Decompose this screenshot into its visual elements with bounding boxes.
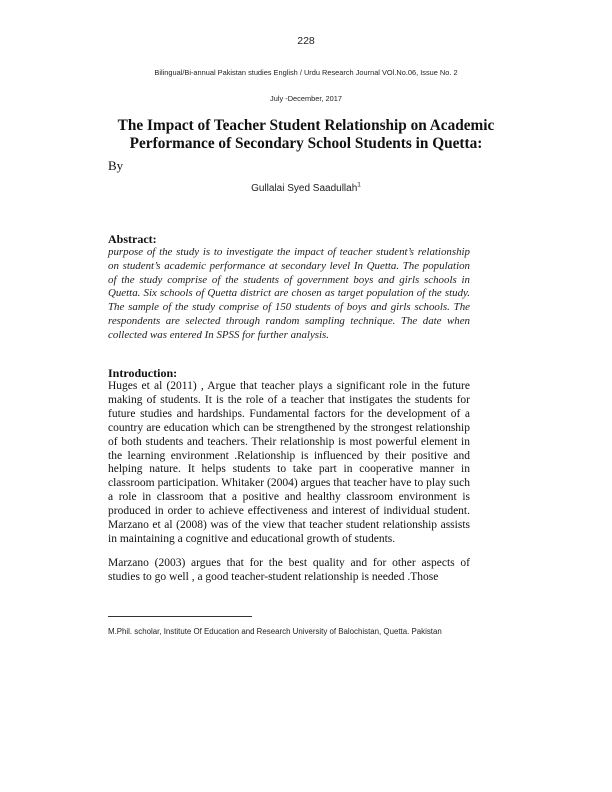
abstract-section [108, 233, 470, 343]
introduction-heading: Introduction: [108, 366, 178, 380]
abstract-text: purpose of the study is to investigate the impact of teacher student’s relationship on student’s academic performance at secondary level In Quetta. The population of the study comprise of the students of government boys and girls schools in Quetta. Six schools of Quetta district are chosen as target population of the study. The sample of the study comprise of 150 students of boys and girls schools. The respondents are selected through random sampling technique. The date when collected was entered In SPSS for further analysis. [108, 246, 470, 341]
by-label: By [108, 158, 124, 173]
introduction-paragraph: Marzano (2003) argues that for the best quality and for other aspects of studies to go well , a good teacher-student relationship is needed .Those [108, 556, 470, 583]
issue-date: July -December, 2017 [270, 94, 342, 103]
author-footnote-mark: 1 [357, 181, 361, 189]
author-name: Gullalai Syed Saadullah [251, 183, 358, 194]
author-line [0, 183, 612, 194]
introduction-section [108, 367, 470, 585]
abstract-heading: Abstract: [108, 232, 157, 246]
footnote-rule [108, 616, 252, 617]
introduction-paragraph: Huges et al (2011) , Argue that teacher plays a significant role in the future making of students. It is the role of a teacher that instigates the students for future studies and hardships. Fundamental factors for the development of a country are education which can be strengthened by the strongest relationship of both students and teachers. Their relationship is most powerful element in the learning environment .Relationship is influenced by their positive and helping nature. It helps students to take part in cooperative manner in classroom participation. Whitaker (2004) argues that teacher have to play such a role in classroom that a positive and healthy classroom environment is produced in order to achieve effectiveness and interest of individual student. Marzano et al (2008) was of the view that teacher student relationship assists in maintaining a cognitive and educational growth of students. [108, 380, 470, 545]
article-title: The Impact of Teacher Student Relationship on Academic Performance of Secondary School Students in Quetta: [117, 117, 495, 152]
page-number: 228 [297, 35, 315, 47]
footnote-text: M.Phil. scholar, Institute Of Education and Research University of Balochistan, Quetta. Pakistan [108, 627, 442, 636]
journal-header: Bilingual/Bi-annual Pakistan studies English / Urdu Research Journal VOl.No.06, Issue No. 2 [154, 68, 458, 77]
